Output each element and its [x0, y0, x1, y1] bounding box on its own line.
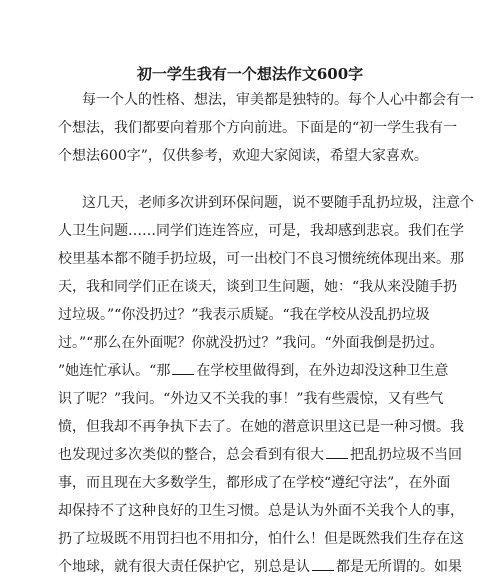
body-line-6: 过。”“那么在外面呢？你就没扔过？”我问。“外面我倒是扔过。 — [58, 335, 444, 351]
body-line-2: 人卫生问题……同学们连连答应，可是，我却感到悲哀。我们在学 — [58, 223, 464, 239]
body-line-3: 校里基本都不随手扔垃圾，可一出校门不良习惯统统体现出来。那 — [58, 251, 464, 267]
body-line-4: 天，我和同学们正在谈天，谈到卫生问题，她：“我从来没随手扔 — [58, 279, 458, 295]
body-line-14: 个地球，就有很大责任保护它，别总是认 都是无所谓的。如果 — [58, 559, 462, 575]
body-line-8: 识了呢？”我问。“外边又不关我的事！”我有些震惊，又有些气 — [58, 391, 444, 407]
fill-blank — [312, 558, 334, 571]
body-line-10: 也发现过多次类似的整合，总会看到有很大 把乱扔垃圾不当回 — [58, 447, 462, 463]
document-title: 初一学生我有一个想法作文600字 — [136, 65, 364, 83]
intro-line-2: 个想法，我们都要向着那个方向前进。下面是的“初一学生我有一 — [58, 120, 458, 136]
body-line-5: 过垃圾。”“你没扔过？”我表示质疑。“我在学校从没乱扔垃圾 — [58, 307, 430, 323]
body-line-7: ”她连忙承认。“那 在学校里做得到，在外边却没这种卫生意 — [58, 363, 449, 379]
fill-blank — [326, 446, 348, 459]
body-line-1: 这几天，老师多次讲到环保问题，说不要随手乱扔垃圾，注意个 — [82, 195, 474, 211]
body-line-12: 却保持不了这种良好的卫生习惯。总是认为外面不关我个人的事， — [58, 503, 464, 519]
body-line-11: 事，而且现在大多数学生，都形成了在学校“遵纪守法”，在外面 — [58, 475, 451, 491]
fill-blank — [172, 362, 194, 375]
body-line-13: 扔了垃圾既不用罚扫也不用扣分，怕什么！但是既然我们生存在这 — [58, 531, 464, 547]
intro-line-3: 个想法600字”，仅供参考，欢迎大家阅读，希望大家喜欢。 — [58, 148, 428, 164]
body-line-9: 愤，但我却不再争执下去了。在她的潜意识里这已是一种习惯。我 — [58, 419, 464, 435]
intro-line-1: 每一个人的性格、想法，审美都是独特的。每个人心中都会有一 — [82, 92, 474, 108]
